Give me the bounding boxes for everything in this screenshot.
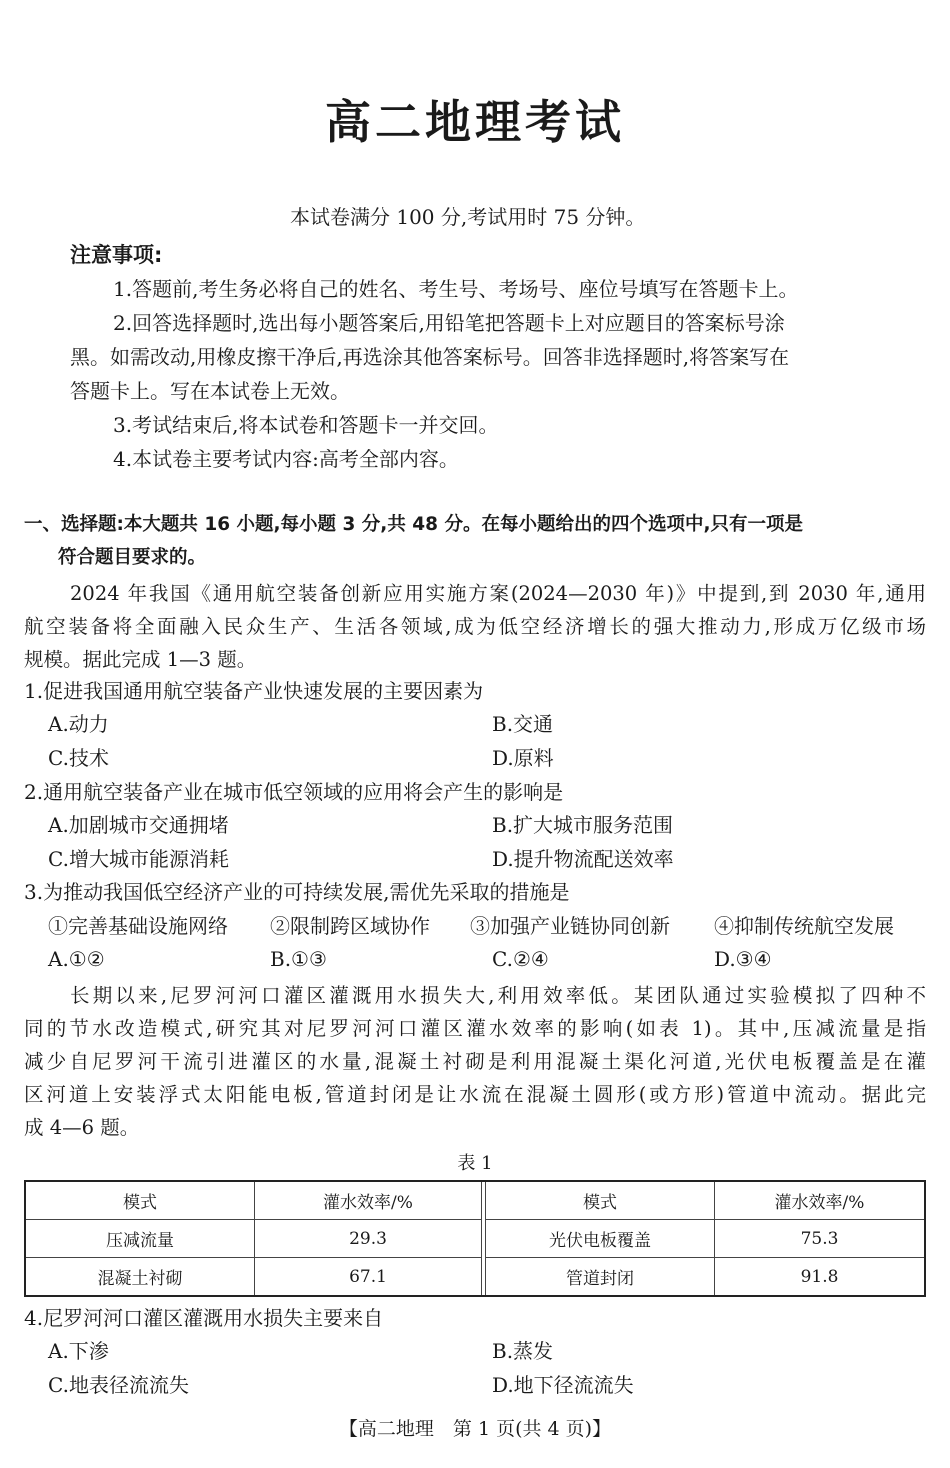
question-3-option-c: C.②④ [492, 947, 549, 971]
table-cell: 混凝土衬砌 [25, 1258, 255, 1297]
passage-line: 2024 年我国《通用航空装备创新应用实施方案(2024—2030 年)》中提到,到 2030 年,通用 [70, 582, 926, 605]
table-header-cell: 模式 [486, 1181, 715, 1220]
question-4-option-d: D.地下径流流失 [492, 1373, 634, 1397]
table-header-cell: 灌水效率/% [715, 1181, 926, 1220]
question-3-statement: ①完善基础设施网络 [48, 914, 228, 938]
table-cell: 29.3 [255, 1220, 482, 1258]
table-cell: 光伏电板覆盖 [486, 1220, 715, 1258]
question-4-option-c: C.地表径流流失 [48, 1373, 189, 1397]
notice-item: 3.考试结束后,将本试卷和答题卡一并交回。 [113, 413, 499, 437]
question-3-statement: ②限制跨区域协作 [270, 914, 430, 938]
question-1-stem: 1.促进我国通用航空装备产业快速发展的主要因素为 [24, 679, 484, 703]
question-1-option-d: D.原料 [492, 746, 554, 770]
table-row [25, 1220, 925, 1258]
passage-line: 区河道上安装浮式太阳能电板,管道封闭是让水流在混凝土圆形(或方形)管道中流动。据此完 [24, 1083, 926, 1106]
data-table [24, 1180, 926, 1297]
passage-line: 减少自尼罗河干流引进灌区的水量,混凝土衬砌是利用混凝土渠化河道,光伏电板覆盖是在灌 [24, 1050, 926, 1073]
table-cell: 91.8 [715, 1258, 926, 1297]
notice-item: 2.回答选择题时,选出每小题答案后,用铅笔把答题卡上对应题目的答案标号涂 [113, 311, 785, 335]
table-header-cell: 灌水效率/% [255, 1181, 482, 1220]
question-3-option-d: D.③④ [714, 947, 772, 971]
table-caption: 表 1 [457, 1153, 493, 1174]
question-1-option-b: B.交通 [492, 712, 554, 736]
table-cell: 75.3 [715, 1220, 926, 1258]
section-heading-cont: 符合题目要求的。 [58, 547, 207, 568]
passage-line: 航空装备将全面融入民众生产、生活各领域,成为低空经济增长的强大推动力,形成万亿级市场 [24, 615, 926, 638]
passage-line: 成 4—6 题。 [24, 1116, 140, 1139]
passage-line: 长期以来,尼罗河河口灌区灌溉用水损失大,利用效率低。某团队通过实验模拟了四种不 [70, 984, 926, 1007]
page-footer: 【高二地理 第 1 页(共 4 页)】 [338, 1418, 612, 1440]
question-4-stem: 4.尼罗河河口灌区灌溉用水损失主要来自 [24, 1306, 384, 1330]
question-1-option-c: C.技术 [48, 746, 109, 770]
question-2-option-d: D.提升物流配送效率 [492, 847, 674, 871]
notice-item: 答题卡上。写在本试卷上无效。 [70, 379, 350, 403]
notice-item: 黑。如需改动,用橡皮擦干净后,再选涂其他答案标号。回答非选择题时,将答案写在 [70, 345, 790, 369]
question-4-option-b: B.蒸发 [492, 1339, 554, 1363]
question-2-option-c: C.增大城市能源消耗 [48, 847, 229, 871]
section-heading: 一、选择题:本大题共 16 小题,每小题 3 分,共 48 分。在每小题给出的四个选项中,只有一项是 [24, 514, 803, 535]
table-row [25, 1258, 925, 1297]
passage-line: 同的节水改造模式,研究其对尼罗河河口灌区灌水效率的影响(如表 1)。其中,压减流量是指 [24, 1017, 926, 1040]
table-cell: 67.1 [255, 1258, 482, 1297]
question-4-option-a: A.下渗 [48, 1339, 109, 1363]
question-1-option-a: A.动力 [48, 712, 109, 736]
question-3-option-b: B.①③ [270, 947, 327, 971]
notice-item: 1.答题前,考生务必将自己的姓名、考生号、考场号、座位号填写在答题卡上。 [113, 277, 799, 301]
page-title: 高二地理考试 [325, 95, 625, 149]
question-3-option-a: A.①② [48, 947, 105, 971]
table-header-cell: 模式 [25, 1181, 255, 1220]
question-3-stem: 3.为推动我国低空经济产业的可持续发展,需优先采取的措施是 [24, 880, 570, 904]
question-3-statement: ③加强产业链协同创新 [470, 914, 670, 938]
table-cell: 管道封闭 [486, 1258, 715, 1297]
passage-line: 规模。据此完成 1—3 题。 [24, 648, 257, 671]
question-2-option-b: B.扩大城市服务范围 [492, 813, 674, 837]
notice-item: 4.本试卷主要考试内容:高考全部内容。 [113, 447, 459, 471]
question-3-statement: ④抑制传统航空发展 [714, 914, 894, 938]
question-2-option-a: A.加剧城市交通拥堵 [48, 813, 229, 837]
question-2-stem: 2.通用航空装备产业在城市低空领域的应用将会产生的影响是 [24, 780, 564, 804]
table-cell: 压减流量 [25, 1220, 255, 1258]
exam-info: 本试卷满分 100 分,考试用时 75 分钟。 [290, 205, 646, 229]
table-header-row [25, 1181, 925, 1220]
notice-heading: 注意事项: [70, 243, 163, 267]
